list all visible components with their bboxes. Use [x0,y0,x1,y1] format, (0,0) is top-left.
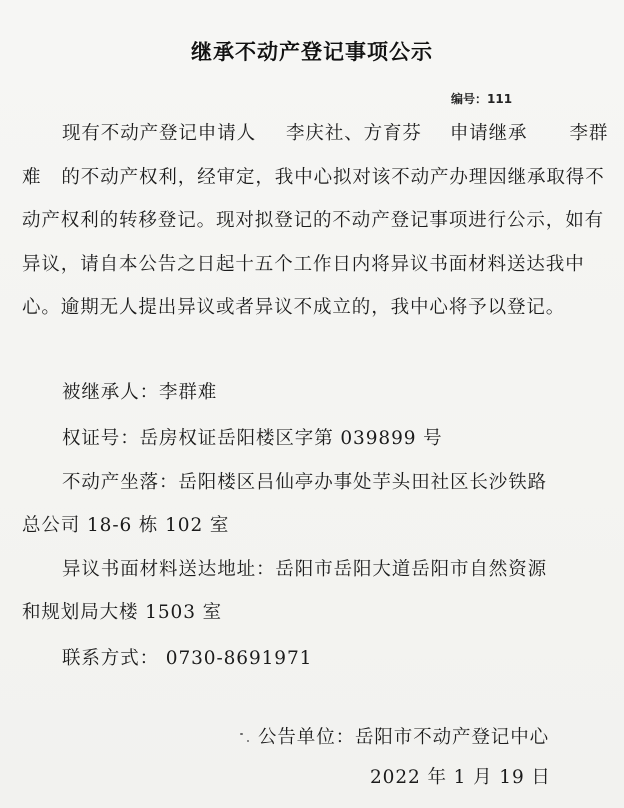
paragraph-intro: 现有不动产登记申请人 [62,123,257,144]
address-field-line2: 和规划局大楼 1503 室 [22,602,223,623]
inheritee-field: 被继承人：李群难 [62,382,218,403]
certificate-field: 权证号：岳房权证岳阳楼区字第 039899 号 [62,428,443,449]
document-number: 编号：111 [451,92,513,106]
paragraph-apply: 申请继 [449,123,509,144]
location-field-line1: 不动产坐落：岳阳楼区吕仙亭办事处芋头田社区长沙铁路 [62,472,548,493]
deceased-name: 李群难 [22,123,609,188]
issuing-unit: 公告单位：岳阳市不动产登记中心 [258,727,550,748]
scan-speck [240,733,243,735]
issue-date: 2022 年 1 月 19 日 [370,767,551,788]
paragraph-body: 的不动产权利，经审定，我中心拟对该不动产办理因继承取得不动产权利的转移登记。现对拟登记的不动产登记事项进行公示，如有异议，请自本公告之日起十五个工作日内将异议书面材料送达我中心。逾期无人提出异议或者异议不成立的，我中心将予以登记。 [22,166,605,318]
document-title: 继承不动产登记事项公示 [191,40,433,64]
scan-speck [247,740,249,742]
applicant-names: 李庆社、方育芬 [286,123,422,144]
location-field-line2: 总公司 18-6 栋 102 室 [22,515,230,536]
address-field-line1: 异议书面材料送达地址：岳阳市岳阳大道岳阳市自然资源 [62,559,548,580]
contact-field: 联系方式： 0730-8691971 [62,648,313,669]
paragraph-cheng: 承 [508,123,528,144]
notice-paragraph [22,112,612,330]
